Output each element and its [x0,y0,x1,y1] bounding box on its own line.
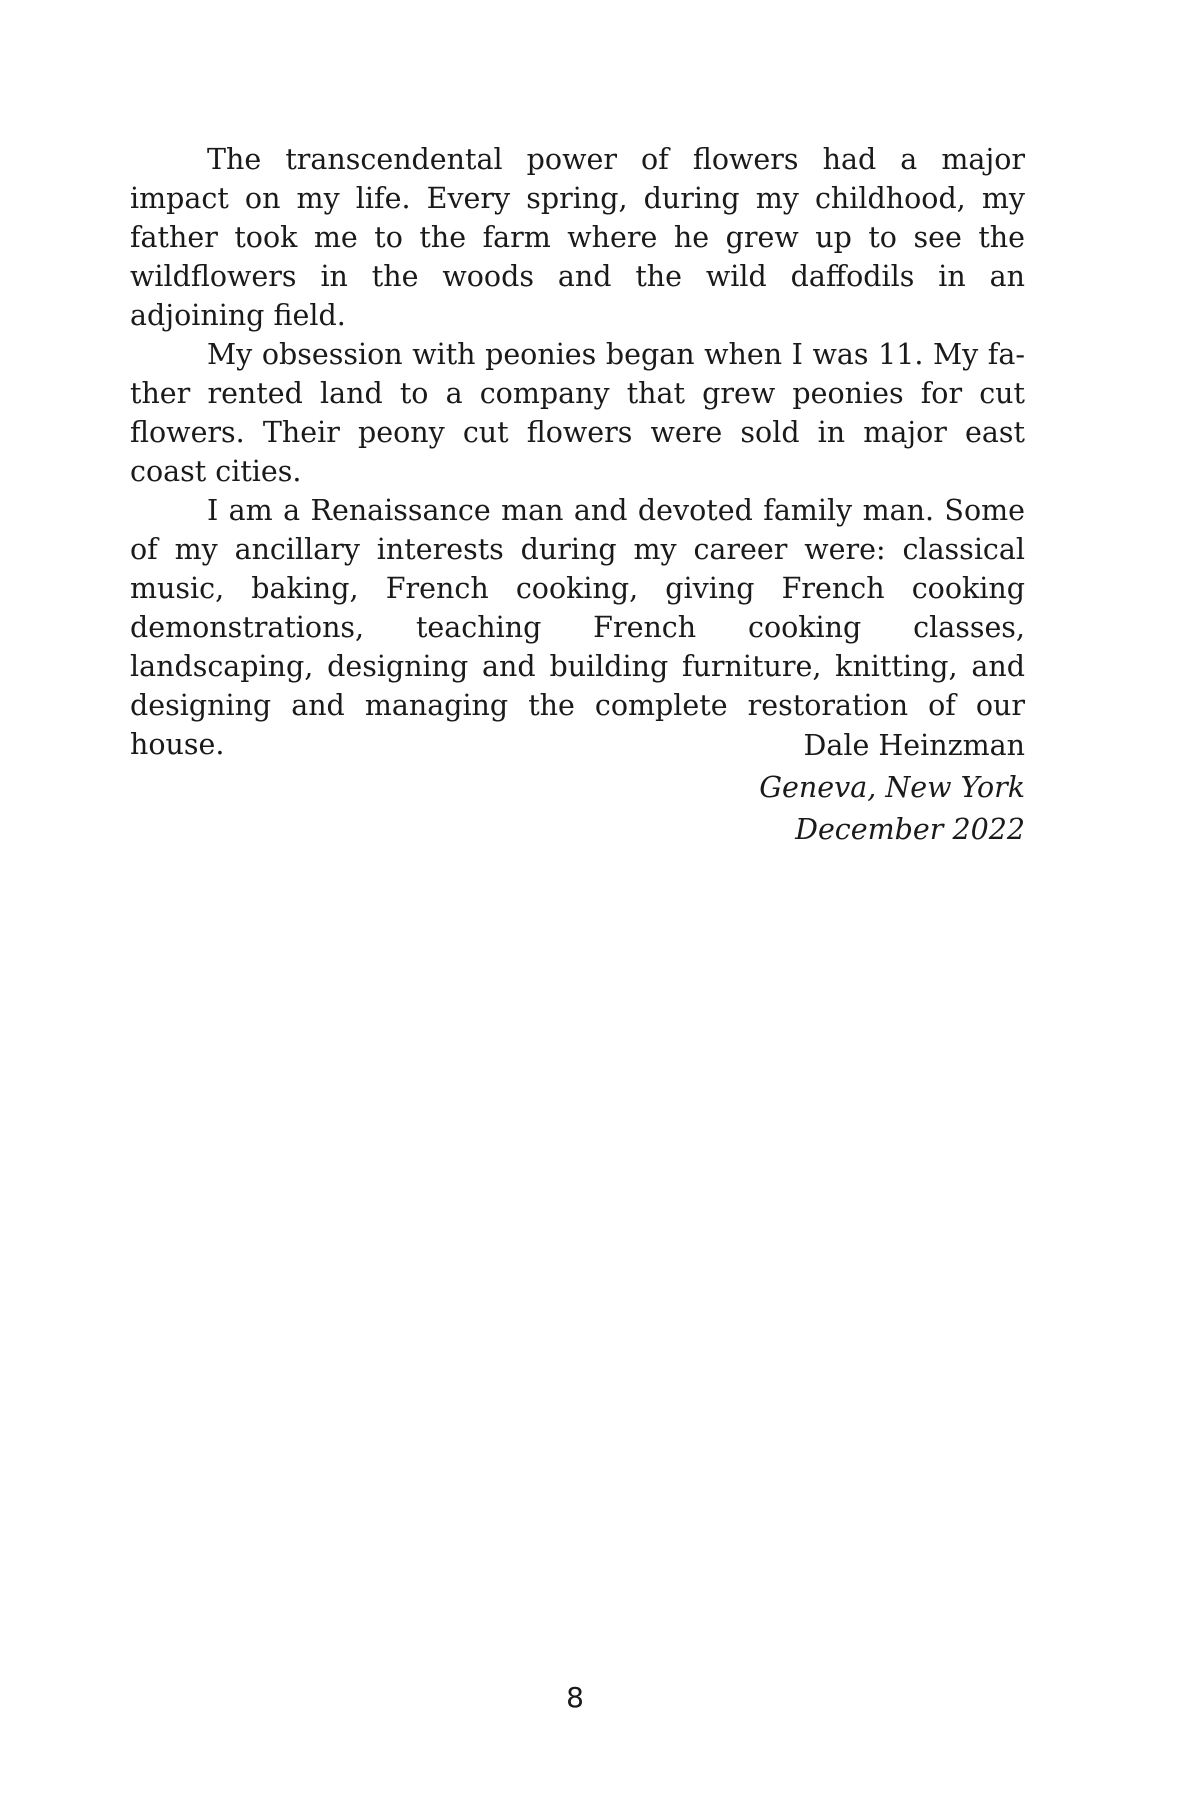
author-location: Geneva, New York [759,771,1025,804]
paragraph-flowers: The transcendental power of flowers had a major impact on my life. Every spring, during my childhood, my father took me to the farm where he grew up to see the wildflowers in the woods and the wild daffodils in an adjoining field. [130,143,1025,332]
paragraph-peonies: My obsession with peonies began when I was 11. My father rented land to a company that grew peonies for cut flowers. Their peony cut flowers were sold in major east coast cities. [130,338,1025,488]
body-text [130,140,1025,764]
signature-block [130,725,1025,851]
author-name: Dale Heinzman [803,729,1025,762]
page-number: 8 [566,1681,584,1714]
signature-date: December 2022 [795,813,1025,846]
paragraph-interests: I am a Renaissance man and devoted family man. Some of my ancillary interests during my career were: classical music, baking, French cooking, giving French cooking demonstrations, teaching French cooking classes, landscaping, designing and building furniture, knitting, and designing and managing the complete restoration of our house. [130,494,1025,761]
